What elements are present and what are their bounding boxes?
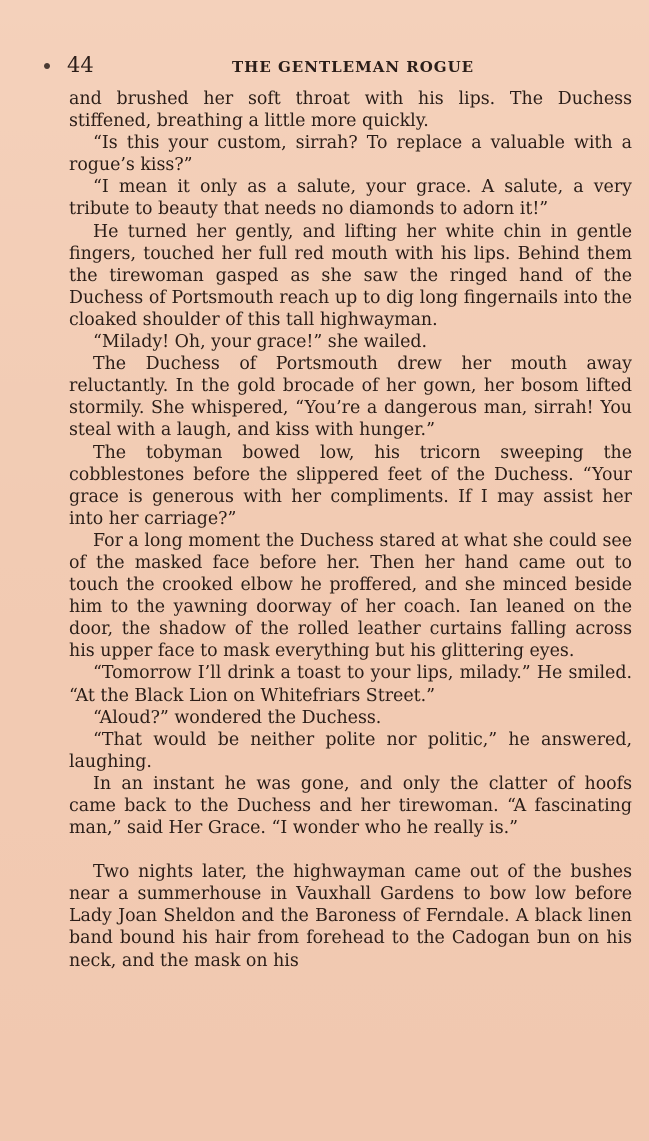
paragraph: He turned her gently, and lifting her white chin in gentle fingers, touched her full red mouth with his lips. Behind them the tirewoman gasped as she saw the ringed hand of the Duchess of Portsmouth reach up to dig long fingernails into the cloaked shoulder of this tall highwayman. xyxy=(69,221,632,330)
paragraph: “Milady! Oh, your grace!” she wailed. xyxy=(93,332,428,353)
running-head: THE GENTLEMAN ROGUE xyxy=(232,58,475,76)
paragraph: and brushed her soft throat with his lips. The Duchess stiffened, breathing a little more quickly. xyxy=(69,89,632,132)
paragraph: “Aloud?” wondered the Duchess. xyxy=(93,707,382,728)
paragraph: In an instant he was gone, and only the clatter of hoofs came back to the Duchess and her tirewoman. “A fascinating man,” said Her Grace. “I wonder who he really is.” xyxy=(69,773,632,839)
paragraph: “Tomorrow I’ll drink a toast to your lips, milady.” He smiled. “At the Black Lion on Whitefriars Street.” xyxy=(69,663,632,706)
ink-speck xyxy=(44,63,50,69)
paragraph: “That would be neither polite nor politic,” he answered, laughing. xyxy=(69,729,632,772)
page-header xyxy=(67,52,632,82)
paragraph: The tobyman bowed low, his tricorn sweeping the cobblestones before the slippered feet of the Duchess. “Your grace is generous with her compliments. If I may assist her into her carriage?” xyxy=(69,442,632,529)
paragraph: “Is this your custom, sirrah? To replace a valuable with a rogue’s kiss?” xyxy=(69,133,632,176)
paragraph: The Duchess of Portsmouth drew her mouth away reluctantly. In the gold brocade of her gown, her bosom lifted stormily. She whispered, “You’re a dangerous man, sirrah! You steal with a laugh, and kiss with hunger.” xyxy=(69,354,632,441)
body-text xyxy=(69,88,632,972)
page-number: 44 xyxy=(67,53,94,77)
section-break xyxy=(69,839,632,861)
paragraph: For a long moment the Duchess stared at what she could see of the masked face before her. Then her hand came out to touch the crooked elbow he proffered, and she minced beside him to the yawning doorway of her coach. Ian leaned on the door, the shadow of the rolled leather curtains falling across his upper face to mask everything but his glittering eyes. xyxy=(69,530,632,662)
paragraph: “I mean it only as a salute, your grace. A salute, a very tribute to beauty that needs no diamonds to adorn it!” xyxy=(69,177,632,220)
paragraph: Two nights later, the highwayman came out of the bushes near a summerhouse in Vauxhall Gardens to bow low before Lady Joan Sheldon and the Baroness of Ferndale. A black linen band bound his hair from forehead to the Cadogan bun on his neck, and the mask on his xyxy=(69,862,632,971)
